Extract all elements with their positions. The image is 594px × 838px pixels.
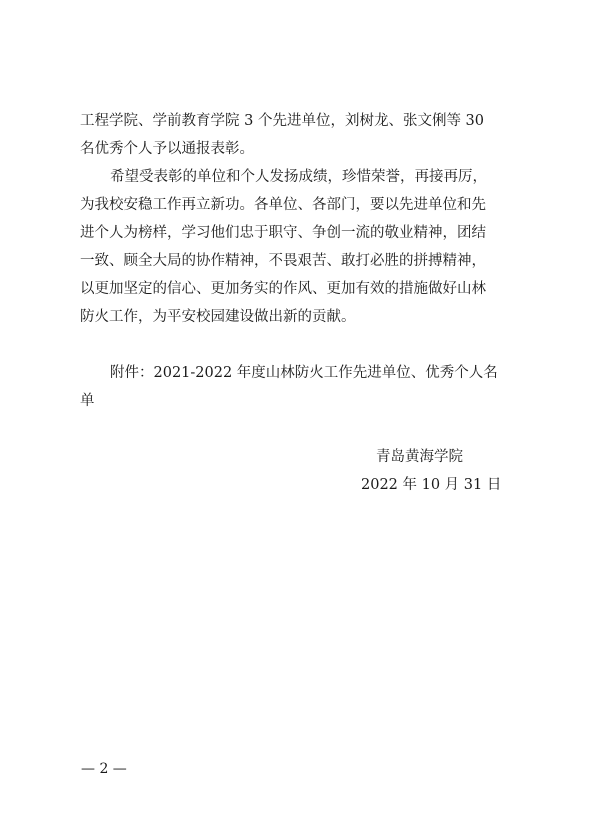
text-line: 附件：2021-2022 年度山林防火工作先进单位、优秀个人名 [110,365,498,381]
page-number: — 2 — [81,761,127,777]
text-line: 希望受表彰的单位和个人发扬成绩，珍惜荣誉，再接再厉， [110,169,487,185]
signature-organization: 青岛黄海学院 [376,449,463,465]
text-line: 单 [80,393,95,409]
text-line: 防火工作，为平安校园建设做出新的贡献。 [80,309,356,325]
text-line: 为我校安稳工作再立新功。各单位、各部门，要以先进单位和先 [80,197,486,213]
text-line: 一致、顾全大局的协作精神，不畏艰苦、敢打必胜的拼搏精神， [80,253,486,269]
text-line: 进个人为榜样，学习他们忠于职守、争创一流的敬业精神，团结 [80,225,486,241]
text-line: 名优秀个人予以通报表彰。 [80,141,254,157]
text-line: 工程学院、学前教育学院 3 个先进单位，刘树龙、张文俐等 30 [80,113,485,129]
text-line: 以更加坚定的信心、更加务实的作风、更加有效的措施做好山林 [80,281,486,297]
signature-date: 2022 年 10 月 31 日 [361,477,502,493]
